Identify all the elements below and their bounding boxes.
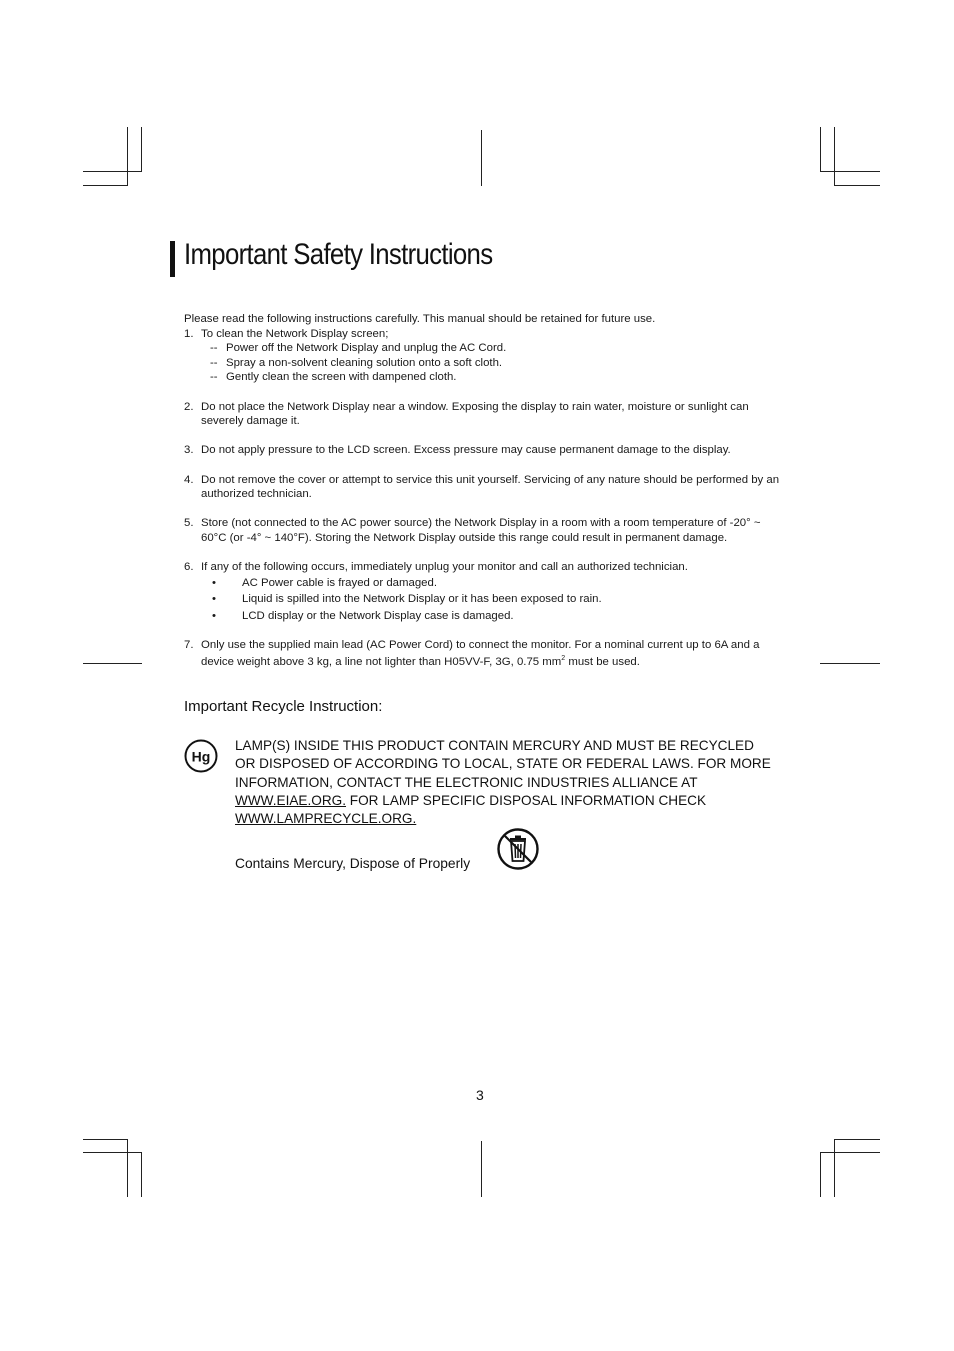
instruction-item-6 xyxy=(184,560,784,575)
instruction-item-1 xyxy=(184,327,784,342)
bullet-item xyxy=(212,576,784,591)
sub-text: Spray a non-solvent cleaning solution onto a soft cloth. xyxy=(226,356,503,369)
sub-marker: -- xyxy=(210,342,218,355)
superscript: 2 xyxy=(561,655,566,663)
bullet-marker: • xyxy=(212,593,216,606)
item-text: To clean the Network Display screen; xyxy=(201,327,389,340)
instruction-item-2 xyxy=(184,400,784,429)
sub-marker: -- xyxy=(210,356,218,369)
page-title: Important Safety Instructions xyxy=(184,238,493,271)
item-text: Do not place the Network Display near a window. Exposing the display to rain water, moisture or sunlight can severely damage it. xyxy=(201,400,749,428)
item-text: If any of the following occurs, immediately unplug your monitor and call an authorized technician. xyxy=(201,561,688,574)
mercury-hg-icon xyxy=(184,739,218,773)
title-accent-bar xyxy=(170,241,175,277)
bullet-text: Liquid is spilled into the Network Display or it has been exposed to rain. xyxy=(242,593,602,606)
contains-mercury-text: Contains Mercury, Dispose of Properly xyxy=(235,856,471,871)
sub-marker: -- xyxy=(210,371,218,384)
recycle-heading: Important Recycle Instruction: xyxy=(184,698,383,715)
item-text: Store (not connected to the AC power source) the Network Display in a room with a room temperature of -20° ~ 60°C (or -4° ~ 140°F). Storing the Network Display outside this range could result in permanent damage. xyxy=(201,517,761,544)
item-number: 1. xyxy=(184,327,194,340)
sub-item xyxy=(210,341,784,356)
instruction-item-3 xyxy=(184,443,784,458)
item-text: Do not remove the cover or attempt to service this unit yourself. Servicing of any nature should be performed by an authorized technician. xyxy=(201,473,780,501)
item-number: 2. xyxy=(184,400,194,413)
item-text-part: must be used. xyxy=(565,656,640,669)
item-number: 5. xyxy=(184,517,194,530)
item-number: 7. xyxy=(184,638,194,651)
sub-item xyxy=(210,370,784,385)
item-number: 6. xyxy=(184,561,194,574)
bullet-item xyxy=(212,592,784,607)
sub-item xyxy=(210,356,784,371)
bullet-marker: • xyxy=(212,577,216,590)
sub-text: Gently clean the screen with dampened cloth. xyxy=(226,371,457,384)
bullet-text: LCD display or the Network Display case is damaged. xyxy=(242,609,514,622)
lamprecycle-link[interactable]: WWW.LAMPRECYCLE.ORG. xyxy=(235,811,417,827)
instruction-item-5 xyxy=(184,516,784,545)
bullet-text: AC Power cable is frayed or damaged. xyxy=(242,577,438,590)
notice-text: FOR LAMP SPECIFIC DISPOSAL INFORMATION CHECK xyxy=(346,792,707,808)
eiae-link[interactable]: WWW.EIAE.ORG. xyxy=(235,792,347,808)
instruction-item-4 xyxy=(184,473,784,502)
intro-text: Please read the following instructions carefully. This manual should be retained for future use. xyxy=(184,313,656,325)
item-text xyxy=(201,638,784,670)
lamp-recycle-notice xyxy=(235,737,775,828)
item-number: 4. xyxy=(184,473,194,486)
item-text: Do not apply pressure to the LCD screen. Excess pressure may cause permanent damage to the display. xyxy=(201,444,731,457)
page-number: 3 xyxy=(476,1087,484,1103)
sub-text: Power off the Network Display and unplug the AC Cord. xyxy=(226,342,507,355)
item-text-part: Only use the supplied main lead (AC Power Cord) to connect the monitor. For a nominal current up to 6A and a device weight above 3 kg, a line not lighter than H05VV-F, 3G, 0.75 mm xyxy=(201,638,760,669)
instruction-item-7 xyxy=(184,638,784,670)
hg-label: Hg xyxy=(191,748,211,765)
instructions-body xyxy=(184,312,784,670)
bullet-marker: • xyxy=(212,609,216,622)
item-number: 3. xyxy=(184,444,194,457)
notice-text: LAMP(S) INSIDE THIS PRODUCT CONTAIN MERCURY AND MUST BE RECYCLED OR DISPOSED OF ACCORDING TO LOCAL, STATE OR FEDERAL LAWS. FOR MORE INFORMATION, CONTACT THE ELECTRONIC INDUSTRIES ALLIANCE AT xyxy=(235,738,771,790)
crossed-out-bin-icon xyxy=(497,828,539,870)
bullet-item xyxy=(212,609,784,624)
